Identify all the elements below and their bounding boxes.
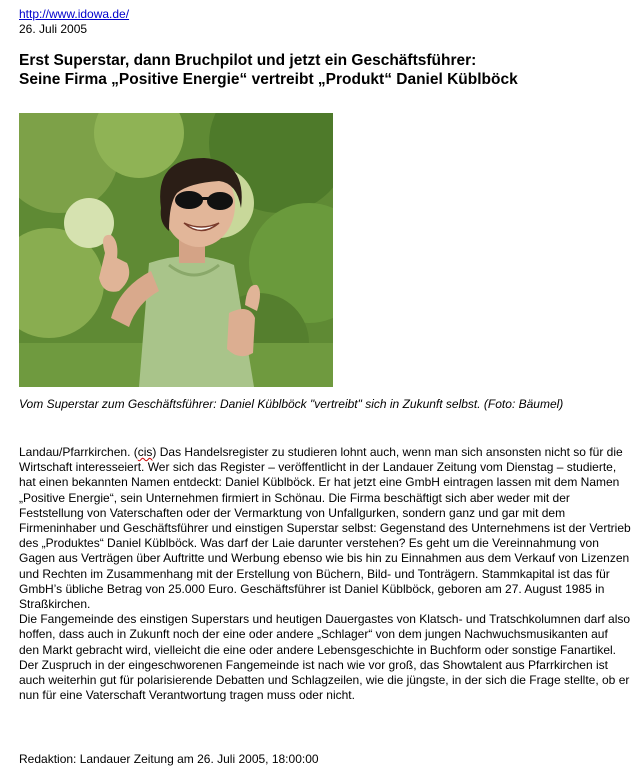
publication-date: 26. Juli 2005	[19, 22, 88, 36]
article-paragraph-2: Die Fangemeinde des einstigen Superstars und heutigen Dauergastes von Klatsch- und Tratschkolumnen darf also hoffen, dass auch in Zukunft noch der eine oder andere „Schlager“ von dem jungen Nachwuchsmusikanten auf den Markt gebracht wird, vielleicht die eine oder andere Lebensgeschichte in Buchform oder sonstige Fanartikel. Der Zuspruch in der eingeschworenen Fangemeinde ist nach wie vor groß, das Showtalent aus Pfarrkirchen ist auch weiterhin gut für polarisierende Debatten und Schlagzeilen, wie die jüngste, in der sich die Frage stellte, ob er nun für eine Vaterschaft Verantwortung tragen muss oder nicht.	[19, 612, 631, 703]
dateline: Landau/Pfarrkirchen. (	[19, 445, 138, 459]
photo-caption: Vom Superstar zum Geschäftsführer: Daniel Küblböck "vertreibt" sich in Zukunft selbst. (Foto: Bäumel)	[19, 397, 564, 411]
headline-line-1: Erst Superstar, dann Bruchpilot und jetzt ein Geschäftsführer:	[19, 52, 477, 69]
article-body	[19, 445, 631, 703]
editorial-footer: Redaktion: Landauer Zeitung am 26. Juli 2005, 18:00:00	[19, 752, 319, 766]
author-abbreviation: cis	[137, 445, 153, 459]
paragraph-1-text: ) Das Handelsregister zu studieren lohnt auch, wenn man sich ansonsten nicht so für die Wirtschaft interesseiert. Wer sich das Register – veröffentlicht in der Landauer Zeitung vom Dienstag – studierte, hat einen bekannten Namen entdeckt: Daniel Küblböck. Er hat jetzt eine GmbH eintragen lassen mit dem Namen „Positive Energie“, sein Unternehmen firmiert in Schönau. Die Firma beschäftigt sich aber weder mit der Feststellung von Vaterschaften oder der Vermarktung von Unfallgurken, sondern ganz und gar mit dem Firmeninhaber und Geschäftsführer und einstigen Superstar selbst: Gegenstand des Unternehmens ist der Vertrieb des „Produktes“ Daniel Küblböck. Was darf der Laie darunter verstehen? Es geht um die Vereinnahmung von Gagen aus Verträgen über Auftritte und Werbung ebenso wie bis hin zu Einnahmen aus dem Verkauf von Lizenzen und Rechten im Zusammenhang mit der Erstellung von Büchern, Bild- und Tonträgern. Stammkapital ist das für GmbH’s übliche Betrag von 25.000 Euro. Geschäftsführer ist Daniel Küblböck, geboren am 27. August 1985 in Straßkirchen.	[19, 445, 631, 612]
article-photo	[19, 113, 333, 387]
headline-line-2: Seine Firma „Positive Energie“ vertreibt „Produkt“ Daniel Küblböck	[19, 70, 518, 88]
article-headline	[19, 52, 629, 89]
source-link[interactable]: http://www.idowa.de/	[19, 7, 130, 21]
article-paragraph-1	[19, 445, 631, 612]
